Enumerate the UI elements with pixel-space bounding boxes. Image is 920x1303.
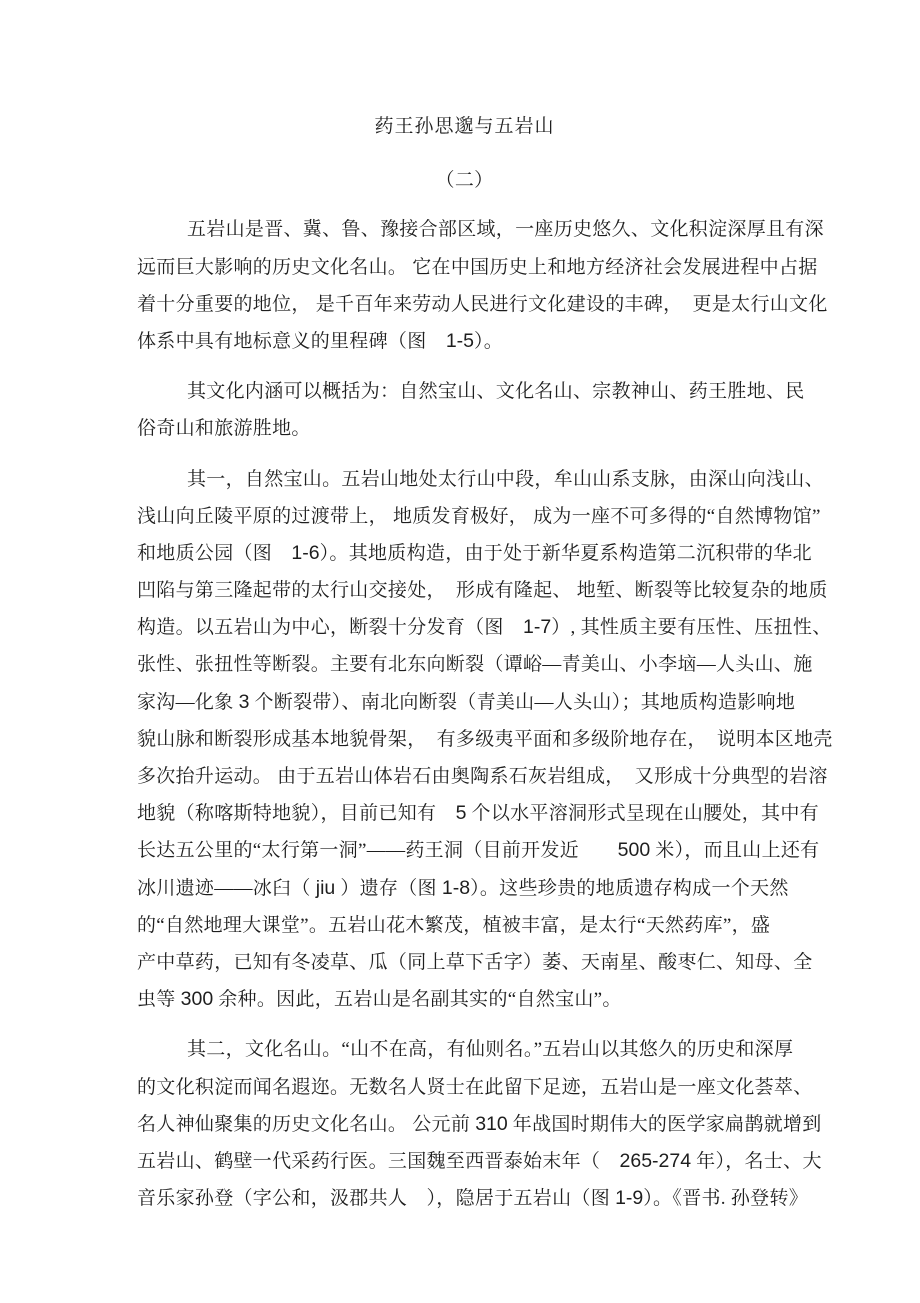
- text-line: 产中草药，已知有冬凌草、瓜（同上草下舌字）萎、天南星、酸枣仁、知母、全: [137, 951, 813, 973]
- paragraph: [137, 461, 833, 1019]
- section-label: （二）: [435, 170, 494, 192]
- text-line: 张性、张扭性等断裂。主要有北东向断裂（谭峪—青美山、小李垴—人头山、施: [137, 654, 813, 676]
- document-title: 药王孙思邈与五岩山: [374, 116, 555, 137]
- text-line: 浅山向丘陵平原的过渡带上， 地质发育极好， 成为一座不可多得的“自然博物馆”: [137, 505, 821, 527]
- text-line: 凹陷与第三隆起带的太行山交接处， 形成有隆起、 地堑、断裂等比较复杂的地质: [137, 580, 828, 602]
- text-line: 长达五公里的“太行第一洞”——药王洞（目前开发近 500 米），而且山上还有: [137, 839, 820, 862]
- latin-text: 300: [180, 988, 214, 1011]
- text-line: 其文化内涵可以概括为：自然宝山、文化名山、宗教神山、药王胜地、民: [187, 381, 805, 403]
- text-line: 多次抬升运动。 由于五岩山体岩石由奥陶系石灰岩组成， 又形成十分典型的岩溶: [137, 766, 828, 787]
- text-line: 远而巨大影响的历史文化名山。 它在中国历史上和地方经济社会发展进程中占据: [137, 256, 818, 278]
- paragraph: [137, 211, 828, 360]
- text-line: 五岩山是晋、冀、鲁、豫接合部区域，一座历史悠久、文化积淀深厚且有深: [187, 219, 824, 241]
- latin-text: 1-5: [445, 329, 474, 352]
- text-line: 五岩山、鹤壁一代采药行医。三国魏至西晋泰始末年（ 265-274 年），名士、大: [137, 1149, 822, 1172]
- text-line: 名人神仙聚集的历史文化名山。 公元前 310 年战国时期伟大的医学家扁鹊就增到: [137, 1112, 822, 1135]
- text-line: 的文化积淀而闻名遐迩。无数名人贤士在此留下足迹，五岩山是一座文化荟萃、: [137, 1076, 813, 1098]
- text-line: 其二，文化名山。“山不在高，有仙则名。”五岩山以其悠久的历史和深厚: [187, 1039, 794, 1061]
- text-line: 冰川遗迹——冰臼（ jiu ）遗存（图 1-8）。这些珍贵的地质遗存构成一个天然: [137, 876, 789, 899]
- text-line: 俗奇山和旅游胜地。: [137, 418, 311, 440]
- paragraph: [137, 1031, 822, 1217]
- text-line: 虫等 300 余种。因此，五岩山是名副其实的“自然宝山”。: [137, 988, 622, 1011]
- latin-text: 500: [617, 839, 651, 862]
- latin-text: 1-9: [615, 1187, 644, 1210]
- latin-text: 5: [455, 802, 467, 825]
- paragraph: [137, 373, 805, 447]
- latin-text: 3: [238, 690, 250, 713]
- text-line: 家沟—化象 3 个断裂带）、南北向断裂（青美山—人头山）；其地质构造影响地: [137, 690, 796, 713]
- latin-text: jiu: [315, 876, 336, 899]
- text-line: 体系中具有地标意义的里程碑（图 1-5）。: [137, 329, 504, 352]
- text-line: 着十分重要的地位， 是千百年来劳动人民进行文化建设的丰碑， 更是太行山文化: [137, 293, 828, 315]
- text-line: 其一，自然宝山。五岩山地处太行山中段，牟山山系支脉，由深山向浅山、: [187, 468, 824, 490]
- latin-text: 265-274: [619, 1149, 692, 1172]
- text-line: 音乐家孙登（字公和，汲郡共人 ），隐居于五岩山（图 1-9）。《晋书. 孙登转》: [137, 1187, 809, 1210]
- latin-text: 1-7: [523, 616, 552, 639]
- document-body: [137, 211, 833, 1217]
- text-line: 和地质公园（图 1-6）。其地质构造，由于处于新华夏系构造第二沉积带的华北: [137, 541, 812, 564]
- text-line: 构造。以五岩山为中心，断裂十分发育（图 1-7）, 其性质主要有压性、压扭性、: [137, 616, 832, 639]
- text-line: 地貌（称喀斯特地貌），目前已知有 5 个以水平溶洞形式呈现在山腰处，其中有: [137, 802, 819, 825]
- latin-text: 310: [475, 1112, 508, 1135]
- text-line: 的“自然地理大课堂”。五岩山花木繁茂，植被丰富，是太行“天然药库”，盛: [137, 914, 771, 936]
- latin-text: 1-8: [441, 876, 471, 899]
- text-line: 貌山脉和断裂形成基本地貌骨架， 有多级夷平面和多级阶地存在， 说明本区地壳: [137, 728, 833, 750]
- latin-text: 1-6: [291, 541, 320, 564]
